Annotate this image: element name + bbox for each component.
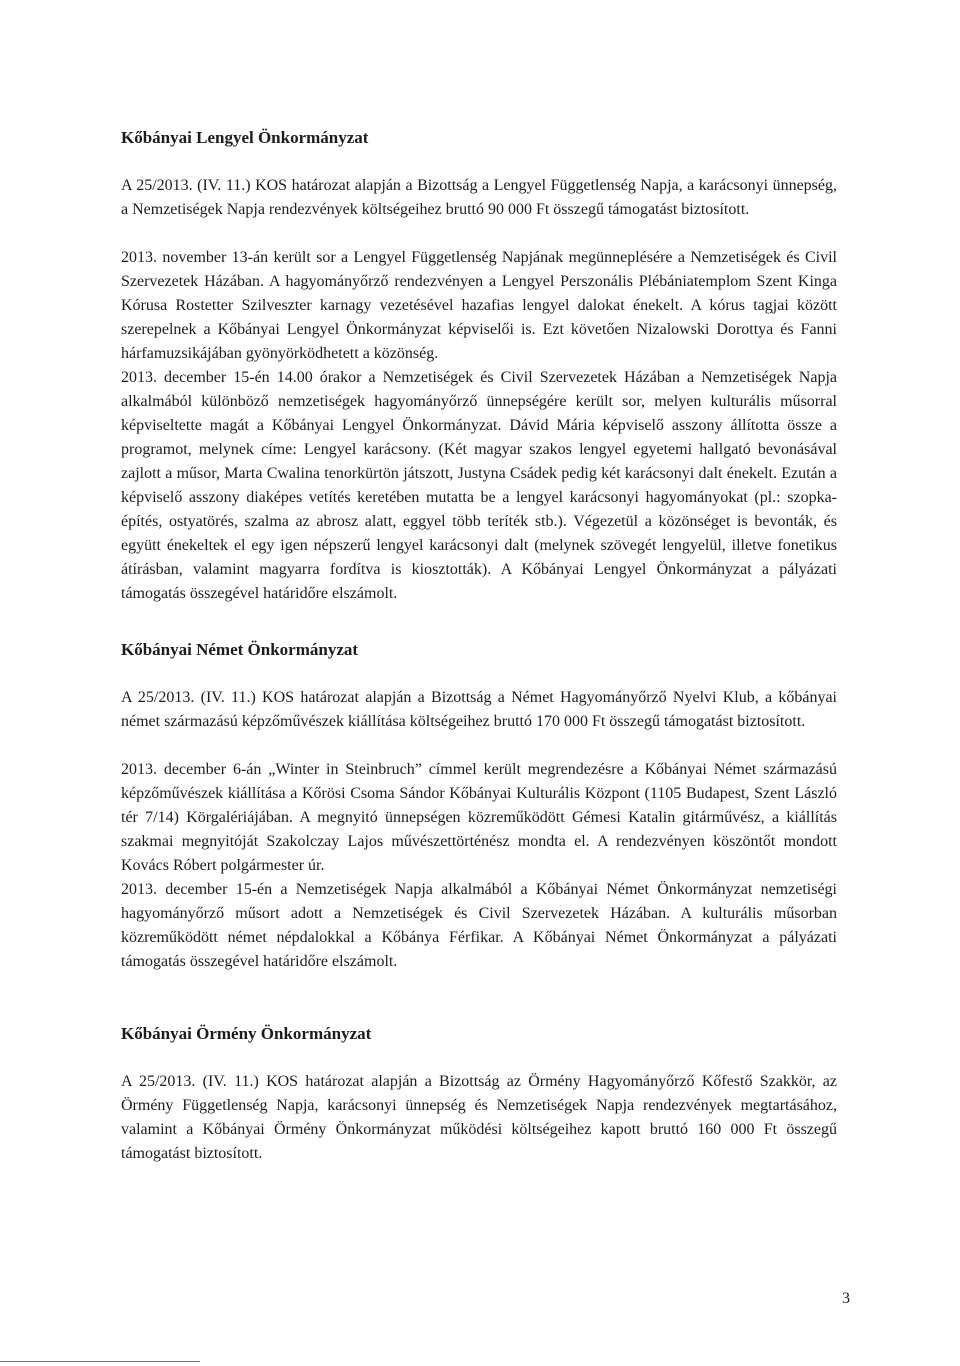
- footer-rule: [0, 1361, 200, 1362]
- paragraph-lengyel-grant: A 25/2013. (IV. 11.) KOS határozat alapján a Bizottság a Lengyel Függetlenség Napja, a karácsonyi ünnepség, a Nemzetiségek Napja rendezvények költségeihez bruttó 90 000 Ft összegű támogatást biztosított.: [121, 177, 837, 218]
- page-content: [121, 126, 837, 1166]
- section-heading-nemet: Kőbányai Német Önkormányzat: [121, 640, 359, 659]
- paragraph-lengyel-december: 2013. december 15-én 14.00 órakor a Nemzetiségek és Civil Szervezetek Házában a Nemzetiségek Napja alkalmából különböző nemzetiségek hagyományőrző ünnepségére került sor, melyen kulturális műsorral képviseltette magát a Kőbányai Lengyel Önkormányzat. Dávid Mária képviselő asszony állította össze a programot, melynek címe: Lengyel karácsony. (Két magyar szakos lengyel egyetemi hallgató bevonásával zajlott a műsor, Marta Cwalina tenorkürtön játszott, Justyna Csádek pedig két karácsonyi dalt énekelt. Ezután a képviselő asszony diaképes vetítés keretében mutatta be a lengyel karácsonyi hagyományokat (pl.: szopka-építés, ostyatörés, szalma az abrosz alatt, eggyel több teríték stb.). Végezetül a közönséget is bevonták, és együtt énekeltek el egy igen népszerű lengyel karácsonyi dalt (melynek szövegét lengyelül, illetve fonetikus átírásban, valamint magyarra fordítva is kiosztották). A Kőbányai Lengyel Önkormányzat a pályázati támogatás összegével határidőre elszámolt.: [121, 369, 837, 602]
- paragraph-ormeny-grant: A 25/2013. (IV. 11.) KOS határozat alapján a Bizottság az Örmény Hagyományőrző Kőfestő Szakkör, az Örmény Függetlenség Napja, karácsonyi ünnepség és Nemzetiségek Napja rendezvények megtartásához, valamint a Kőbányai Örmény Önkormányzat működési költségeihez kapott bruttó 160 000 Ft összegű támogatást biztosított.: [121, 1073, 837, 1162]
- paragraph-nemet-grant: A 25/2013. (IV. 11.) KOS határozat alapján a Bizottság a Német Hagyományőrző Nyelvi Klub, a kőbányai német származású képzőművészek kiállítása költségeihez bruttó 170 000 Ft összegű támogatást biztosított.: [121, 689, 837, 730]
- section-heading-ormeny: Kőbányai Örmény Önkormányzat: [121, 1024, 372, 1043]
- paragraph-lengyel-november: 2013. november 13-án került sor a Lengyel Függetlenség Napjának megünneplésére a Nemzetiségek és Civil Szervezetek Házában. A hagyományőrző rendezvényen a Lengyel Perszonális Plébániatemplom Szent Kinga Kórusa Rostetter Szilveszter karnagy vezetésével hazafias lengyel dalokat énekelt. A kórus tagjai között szerepelnek a Kőbányai Lengyel Önkormányzat képviselői is. Ezt követően Nizalowski Dorottya és Fanni hárfamuzsikájában gyönyörködhetett a közönség.: [121, 249, 837, 362]
- paragraph-nemet-exhibition: 2013. december 6-án „Winter in Steinbruch” címmel került megrendezésre a Kőbányai Német származású képzőművészek kiállítása a Kőrösi Csoma Sándor Kőbányai Kulturális Központ (1105 Budapest, Szent László tér 7/14) Körgalériájában. A megnyitó ünnepségen közreműködött Gémesi Katalin gitárművész, a kiállítás szakmai megnyitóját Szakolczay Lajos művészettörténész mondta el. A rendezvényen köszöntőt mondott Kovács Róbert polgármester úr.: [121, 761, 837, 874]
- paragraph-nemet-december: 2013. december 15-én a Nemzetiségek Napja alkalmából a Kőbányai Német Önkormányzat nemzetiségi hagyományőrző műsort adott a Nemzetiségek és Civil Szervezetek Házában. A kulturális műsorban közreműködött német népdalokkal a Kőbánya Férfikar. A Kőbányai Német Önkormányzat a pályázati támogatás összegével határidőre elszámolt.: [121, 881, 837, 970]
- section-heading-lengyel: Kőbányai Lengyel Önkormányzat: [121, 128, 369, 147]
- page-number: 3: [842, 1290, 850, 1307]
